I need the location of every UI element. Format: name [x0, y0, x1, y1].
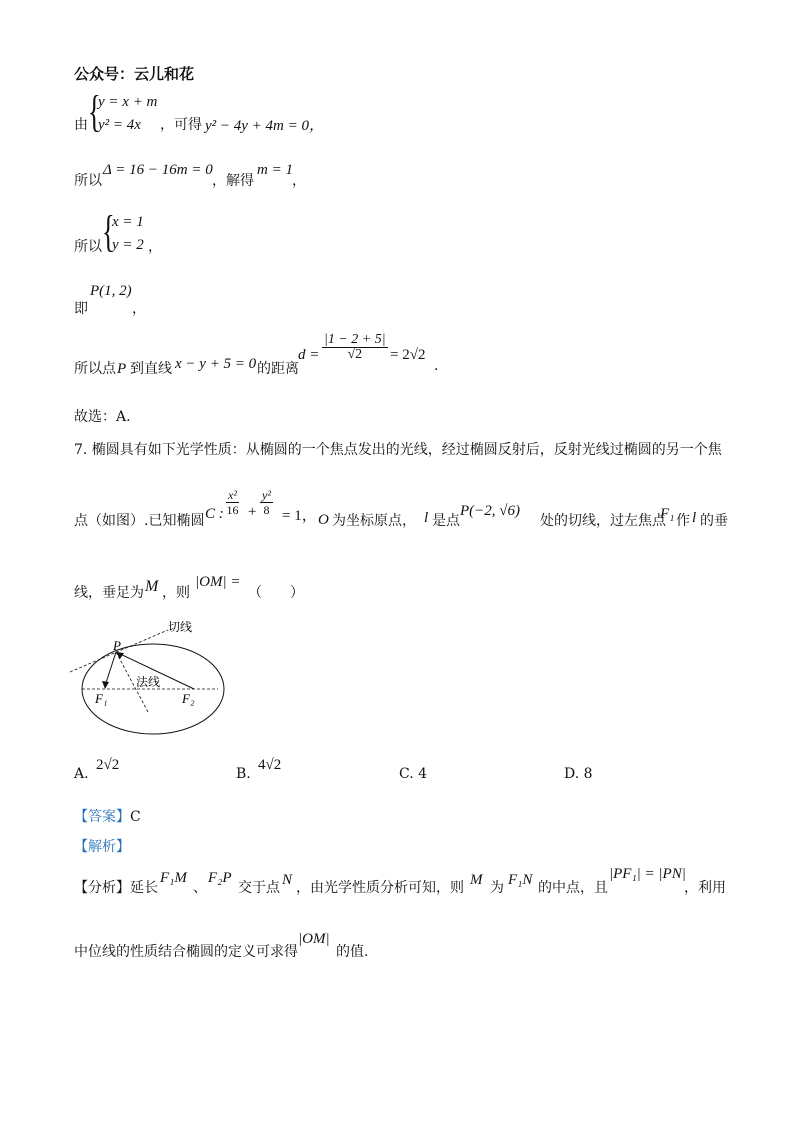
tangent-l-2: l: [692, 510, 697, 526]
option-b-value: 4√2: [258, 757, 282, 773]
system1-eq-a: y = x + m: [98, 94, 158, 110]
text-ze: ，则: [162, 585, 190, 601]
point-m-2: M: [470, 872, 483, 888]
text-suoyidian: 所以点: [74, 361, 116, 377]
point-n: N: [282, 872, 293, 888]
text-period: .: [434, 358, 439, 374]
option-c: C. 4: [399, 766, 428, 782]
distance-d: d =: [298, 347, 320, 363]
fenxi-text-f: 的中点，且: [538, 880, 608, 896]
label-normal: 法线: [136, 675, 161, 689]
text-dao-zhixian: 到直线: [130, 361, 172, 377]
origin-o: O: [318, 512, 329, 528]
analysis-tag: 【解析】: [74, 839, 130, 855]
fenxi-text-d: ，由光学性质分析可知，则: [296, 880, 464, 896]
fenxi-tag: 【分析】: [74, 880, 130, 896]
text-ji: 即: [74, 301, 88, 317]
wechat-header: 公众号：云儿和花: [74, 65, 195, 83]
answer-value: C: [130, 809, 141, 825]
text-you: 由: [74, 117, 88, 133]
question7-line2-a: 点（如图）.已知椭圆: [74, 513, 205, 529]
system1-eq-b: y² = 4x: [98, 117, 141, 133]
distance-denominator: √2: [347, 347, 363, 362]
text-comma-2: ，: [148, 239, 162, 255]
fraction-x-den: 16: [226, 503, 239, 517]
option-a-label: A.: [74, 766, 89, 782]
label-p: P: [113, 638, 121, 653]
fraction-x-num: x²: [228, 488, 237, 502]
question7-line1: 7. 椭圆具有如下光学性质：从椭圆的一个焦点发出的光线，经过椭圆反射后，反射光线过椭圆的另一个焦: [74, 442, 722, 458]
ray-p-f1: [105, 652, 116, 686]
brace-system-1: {: [88, 87, 101, 136]
segment-f1n: F₁N: [508, 872, 533, 888]
fraction-y-den: 8: [263, 503, 270, 517]
fenxi-text-c: 交于点: [238, 880, 280, 896]
ellipse-c: C :: [205, 506, 224, 522]
text-comma-1: ，: [292, 173, 306, 189]
fenxi-text-a: 延长: [130, 880, 158, 896]
text-choose-a: 故选：A.: [74, 409, 131, 425]
option-b-label: B.: [236, 766, 251, 782]
ellipse-plus: +: [248, 504, 257, 520]
text-zuo: 作: [676, 513, 690, 529]
answer-blank: （ ）: [248, 585, 304, 601]
distance-numerator: |1 − 2 + 5|: [324, 332, 386, 347]
label-f2: F₂: [182, 691, 195, 706]
ellipse-fraction-x: [226, 488, 239, 517]
equation-line: x − y + 5 = 0: [175, 356, 257, 372]
om-expression: |OM| =: [195, 574, 241, 590]
system2-eq-y: y = 2: [112, 237, 144, 253]
option-d: D. 8: [564, 766, 593, 782]
fenxi-line2-a: 中位线的性质结合椭圆的定义可求得: [74, 944, 298, 960]
focus-f1: F₁: [660, 506, 675, 522]
ellipse-figure: [68, 616, 228, 736]
text-comma-3: ，: [132, 301, 146, 317]
distance-result: = 2√2: [390, 347, 426, 363]
text-origin: 为坐标原点，: [332, 513, 416, 529]
point-p-given: P(−2, √6): [460, 503, 521, 519]
equation-pf1-pn: |PF₁| = |PN|: [609, 866, 686, 882]
fraction-y-num: y²: [262, 488, 271, 502]
ellipse-fraction-y: [260, 488, 273, 517]
foot-m: M: [145, 578, 159, 595]
om-abs: |OM|: [298, 931, 330, 947]
answer-row: [74, 806, 141, 826]
segment-f1m: F₁M: [160, 870, 187, 886]
brace-system-2: {: [102, 207, 115, 256]
tangent-l: l: [424, 510, 429, 526]
fenxi-text-b: 、: [193, 880, 207, 896]
fenxi-text-g: ，利用: [684, 880, 726, 896]
point-p: P: [117, 361, 127, 377]
equation-quadratic: y² − 4y + 4m = 0，: [205, 118, 325, 134]
fenxi-text-e: 为: [490, 880, 504, 896]
label-f1: F₁: [95, 691, 108, 706]
option-a-value: 2√2: [96, 757, 120, 773]
point-p-coords: P(1, 2): [90, 283, 132, 299]
arrow-to-f1: [102, 681, 109, 689]
fenxi-line2-b: 的值.: [336, 944, 369, 960]
text-jiede: ，解得: [212, 173, 254, 189]
text-suoyi-2: 所以: [74, 239, 102, 255]
ellipse-equals: = 1，: [282, 508, 317, 524]
equation-delta: Δ = 16 − 16m = 0: [103, 162, 213, 178]
text-suoyi-1: 所以: [74, 173, 102, 189]
segment-f2p: F₂P: [208, 870, 232, 886]
text-de-juli: 的距离: [257, 361, 299, 377]
distance-fraction: [322, 333, 388, 362]
label-tangent: 切线: [168, 620, 193, 634]
text-kede: ，可得: [160, 117, 202, 133]
text-tangent-desc: 处的切线，过左焦点: [540, 513, 666, 529]
answer-tag: 【答案】: [74, 809, 130, 825]
system2-eq-x: x = 1: [112, 214, 144, 230]
text-de-chui: 的垂: [700, 513, 728, 529]
question7-line3-a: 线，垂足为: [74, 585, 144, 601]
text-shidian: 是点: [432, 513, 460, 529]
equation-m: m = 1: [257, 162, 293, 178]
